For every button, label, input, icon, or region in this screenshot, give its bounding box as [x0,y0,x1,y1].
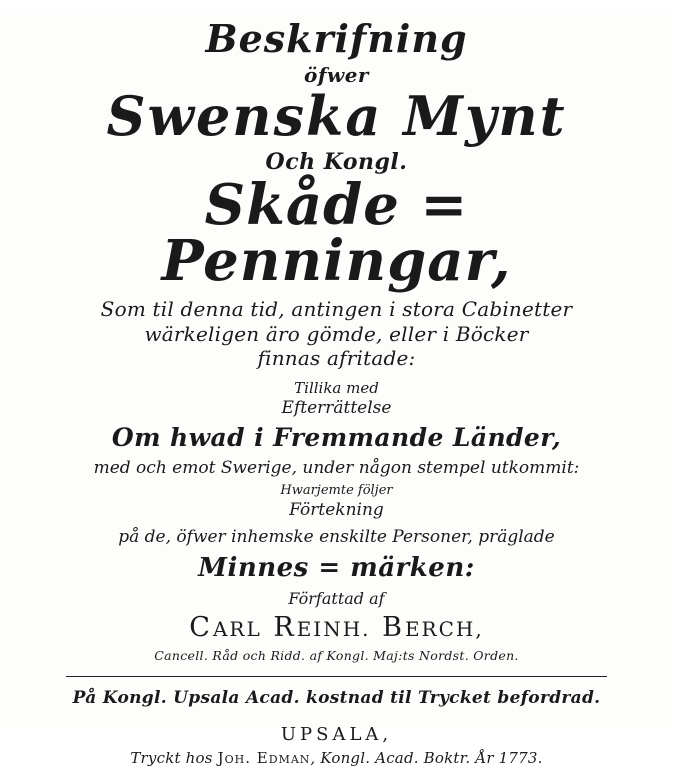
section-tillika-med: Tillika med [294,379,379,398]
section-forteckning: Förtekning [289,500,384,521]
section-med-och-emot: med och emot Swerige, under någon stempel utkommit: [93,458,580,479]
title-line-2: öfwer [304,62,369,87]
subtitle-line-2: wärkeligen äro gömde, eller i Böcker [144,321,529,346]
title-line-4: Och Kongl. [265,148,408,175]
page-top-margin [0,0,673,10]
section-minnes-marken: Minnes = märken: [198,552,475,583]
place-of-publication: UPSALA, [280,723,393,745]
author-part1: ARL [212,616,262,641]
subtitle-line-1: Som til denna tid, antingen i stora Cabinetter [100,297,573,322]
title-line-5: Skåde = Penningar, [161,172,512,295]
printer-prefix: Tryckt hos [130,748,218,767]
horizontal-rule [66,676,607,677]
title-line-1: Beskrifning [205,16,468,61]
author-part2: EINH. [296,616,371,641]
author-part2-cap: R [273,611,297,643]
subtitle-line-3: finnas afritade: [257,345,416,370]
author-part1-cap: C [189,611,213,643]
printer-line [26,749,647,767]
author-label: Författad af [288,588,385,608]
author-name [26,612,647,643]
subtitle-block [26,297,647,370]
section-om-hwad: Om hwad i Fremmande Länder, [111,423,562,453]
author-part3-cap: B [382,611,405,643]
section-efterrattelse: Efterrättelse [281,398,392,419]
title-line-3: Swenska Mynt [106,83,567,148]
section-pa-de: på de, öfwer inhemske enskilte Personer, präglade [118,526,555,547]
author-titles: Cancell. Råd och Ridd. af Kongl. Maj:ts Nordst. Orden. [154,647,519,663]
imprint-line: På Kongl. Upsala Acad. kostnad til Trycket befordrad. [72,687,601,708]
section-hwarjemte: Hwarjemte följer [280,483,393,499]
author-part3: ERCH, [404,616,484,641]
printer-middle: , Kongl. Acad. Boktr. År 1773. [310,748,543,767]
printer-name: Joh. Edman [217,748,311,767]
